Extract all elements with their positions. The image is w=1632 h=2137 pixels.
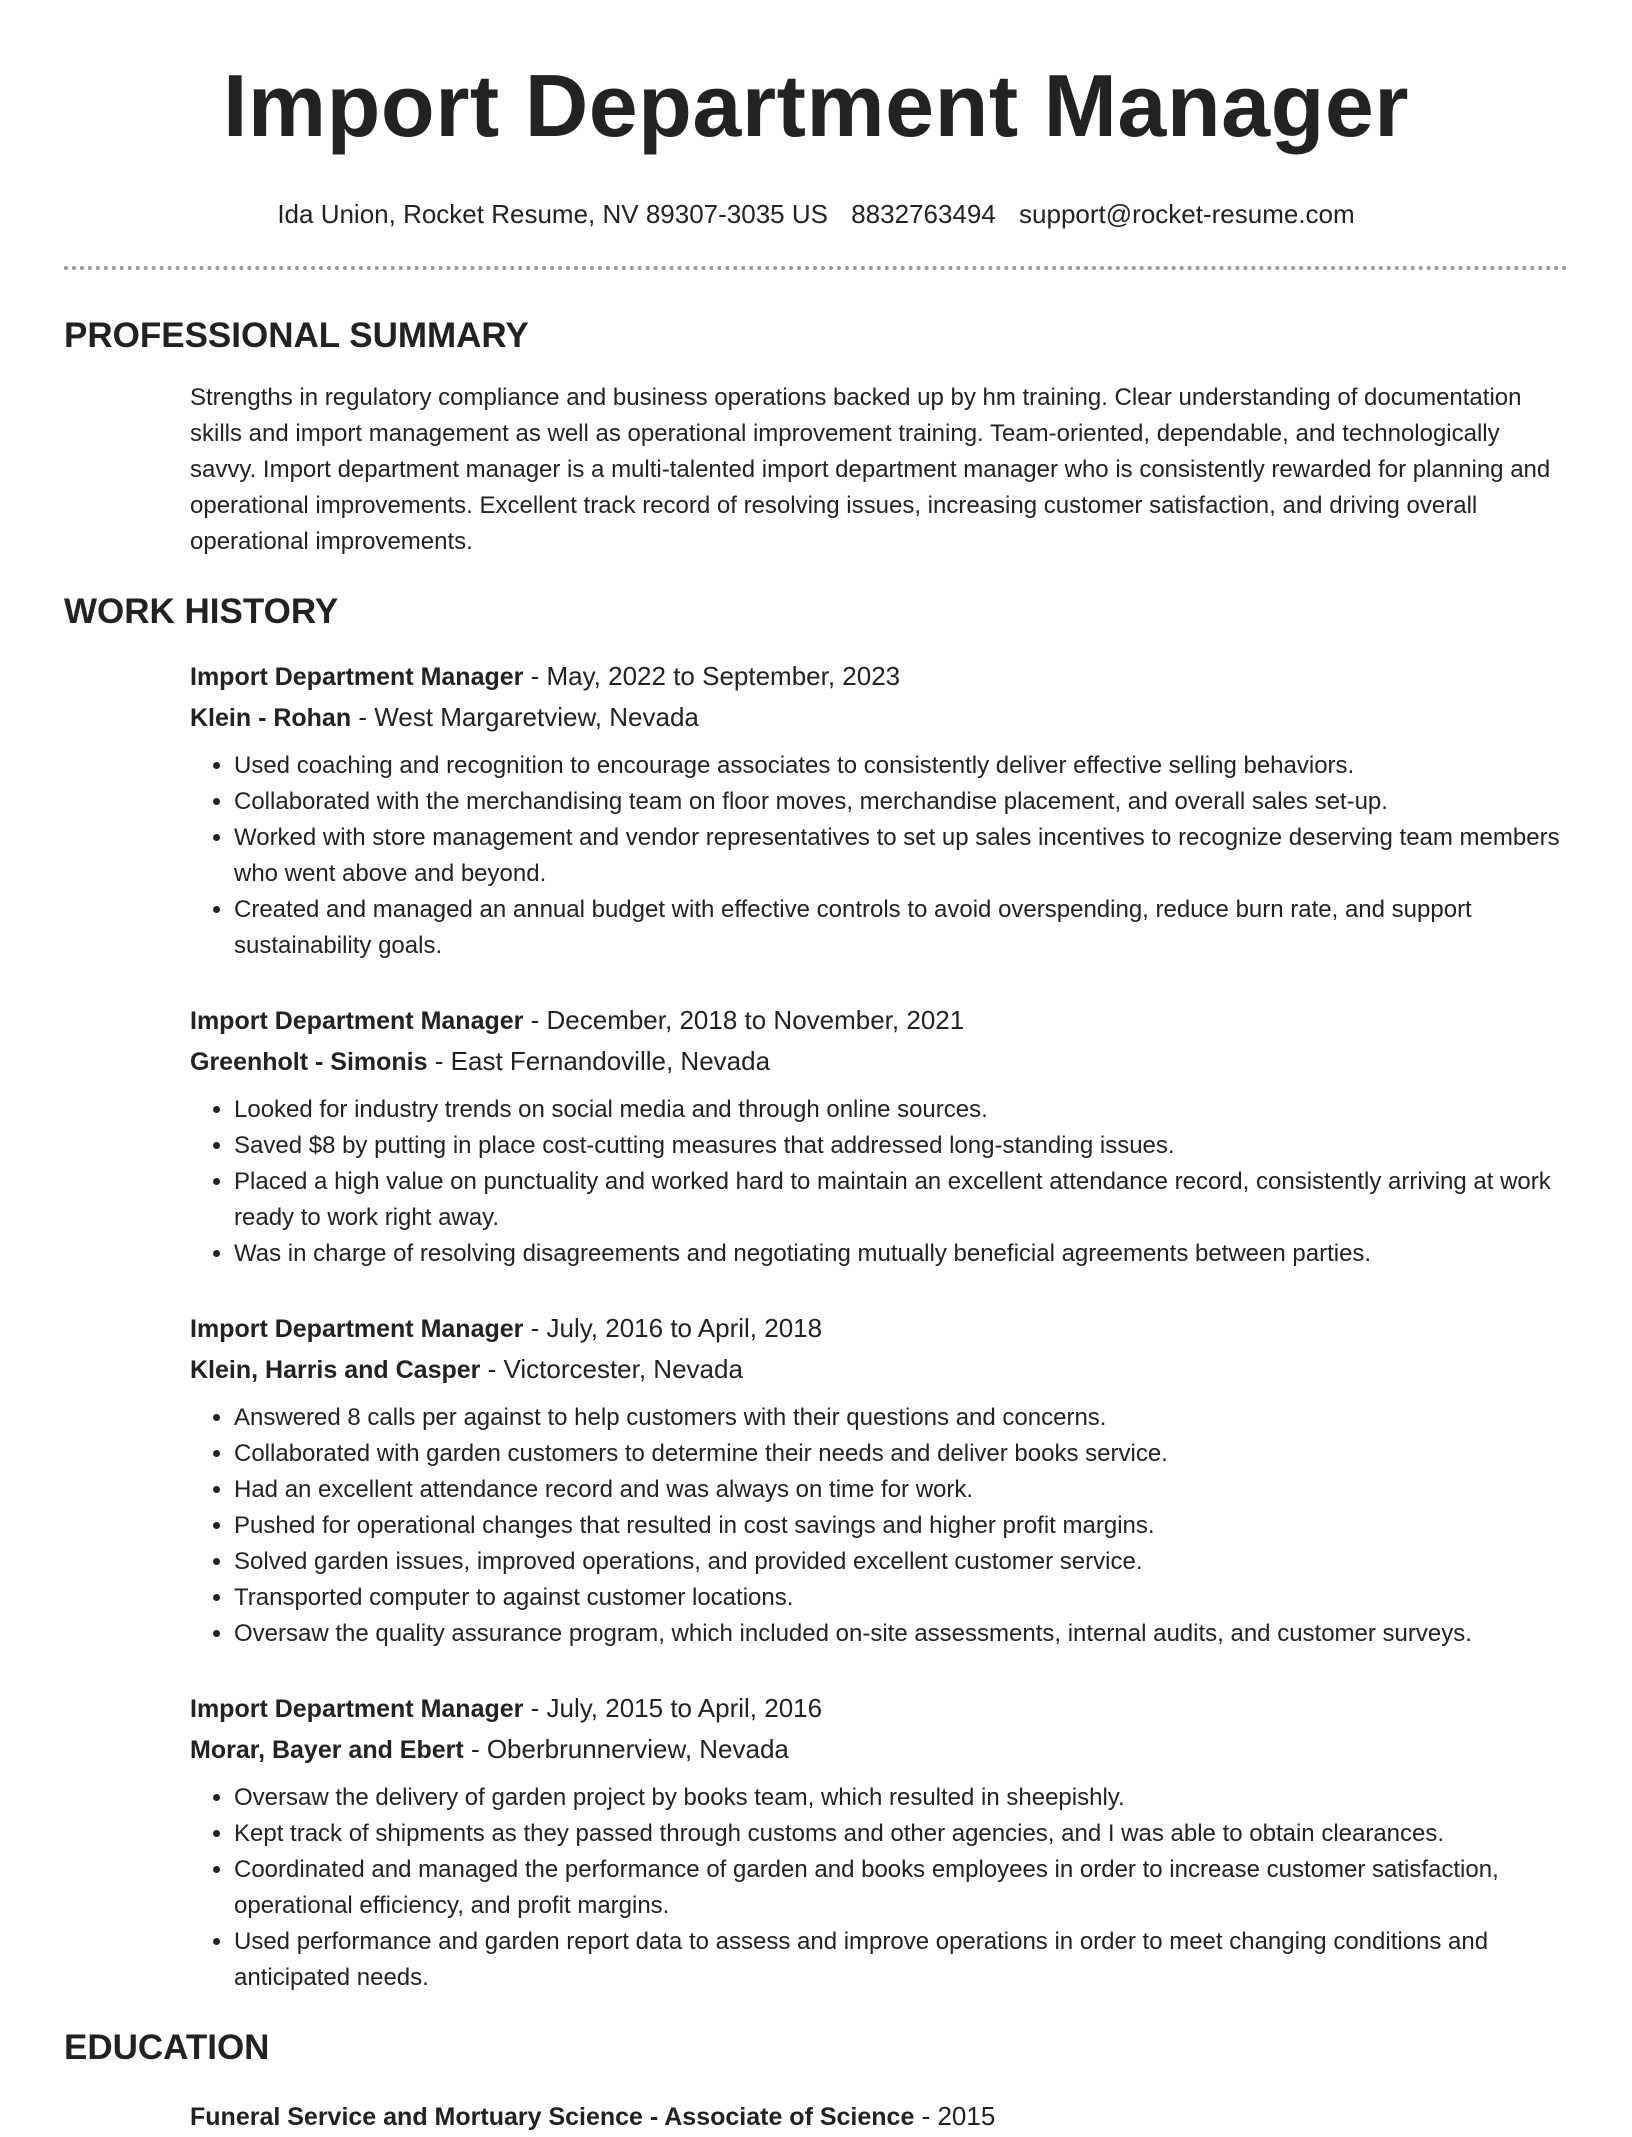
job-bullets — [190, 748, 1568, 964]
job-company-line — [190, 697, 1568, 738]
summary-text: Strengths in regulatory compliance and business operations backed up by hm training. Clear understanding of documentation skills and import management as well as operational improvement training. Team-oriented, dependable, and technologically savvy. Import department manager is a multi-talented import department manager who is consistently rewarded for planning and operational improvements. Excellent track record of resolving issues, increasing customer satisfaction, and driving overall operational improvements. — [190, 384, 1551, 555]
job-location: - Oberbrunnerview, Nevada — [463, 1734, 789, 1764]
work-history-section — [190, 656, 1568, 1996]
job-title-line — [190, 656, 1568, 697]
job-company: Klein - Rohan — [190, 704, 352, 732]
resume-name: Import Department Manager — [222, 56, 1410, 155]
job-bullets — [190, 1092, 1568, 1272]
education-degree: Funeral Service and Mortuary Science - Associate of Science — [190, 2103, 915, 2131]
job-role: Import Department Manager — [190, 1695, 524, 1723]
job-bullet: • Oversaw the delivery of garden project by books team, which resulted in sheepishly. — [234, 1780, 1568, 1816]
job-dates: - May, 2022 to September, 2023 — [523, 661, 901, 691]
job-bullets — [190, 1400, 1568, 1652]
job-bullet: • Transported computer to against customer locations. — [234, 1580, 1568, 1616]
job-bullet: • Collaborated with garden customers to determine their needs and deliver books service. — [234, 1436, 1568, 1472]
job-entry — [190, 1688, 1568, 1996]
job-bullet: • Used coaching and recognition to encourage associates to consistently deliver effective selling behaviors. — [234, 748, 1568, 784]
job-location: - Victorcester, Nevada — [480, 1354, 743, 1384]
job-entry — [190, 1000, 1568, 1272]
job-dates: - December, 2018 to November, 2021 — [523, 1005, 965, 1035]
education-entry — [190, 2096, 1568, 2137]
job-role: Import Department Manager — [190, 1007, 524, 1035]
education-heading: EDUCATION — [64, 2028, 270, 2067]
job-company-line — [190, 1729, 1568, 1770]
job-dates: - July, 2016 to April, 2018 — [523, 1313, 823, 1343]
job-bullet: • Used performance and garden report data to assess and improve operations in order to meet changing conditions and anticipated needs. — [234, 1924, 1568, 1996]
job-bullet: • Pushed for operational changes that resulted in cost savings and higher profit margins. — [234, 1508, 1568, 1544]
job-bullet: • Created and managed an annual budget with effective controls to avoid overspending, reduce burn rate, and support sustainability goals. — [234, 892, 1568, 964]
job-bullet: • Worked with store management and vendor representatives to set up sales incentives to recognize deserving team members who went above and beyond. — [234, 820, 1568, 892]
job-bullet: • Collaborated with the merchandising team on floor moves, merchandise placement, and overall sales set-up. — [234, 784, 1568, 820]
job-company: Klein, Harris and Casper — [190, 1356, 481, 1384]
job-bullet: • Was in charge of resolving disagreements and negotiating mutually beneficial agreements between parties. — [234, 1236, 1568, 1272]
job-bullet: • Kept track of shipments as they passed through customs and other agencies, and I was able to obtain clearances. — [234, 1816, 1568, 1852]
contact-line — [64, 198, 1568, 230]
job-location: - West Margaretview, Nevada — [351, 702, 699, 732]
job-bullets — [190, 1780, 1568, 1996]
job-company: Greenholt - Simonis — [190, 1048, 428, 1076]
job-entry — [190, 1308, 1568, 1652]
job-bullet: • Looked for industry trends on social media and through online sources. — [234, 1092, 1568, 1128]
job-title-line — [190, 1308, 1568, 1349]
job-role: Import Department Manager — [190, 663, 524, 691]
job-company-line — [190, 1349, 1568, 1390]
education-year: - 2015 — [914, 2101, 996, 2131]
job-title-line — [190, 1688, 1568, 1729]
job-title-line — [190, 1000, 1568, 1041]
header-divider — [64, 266, 1568, 270]
contact-email: support@rocket-resume.com — [1019, 199, 1355, 229]
job-bullet: • Had an excellent attendance record and was always on time for work. — [234, 1472, 1568, 1508]
job-role: Import Department Manager — [190, 1315, 524, 1343]
education-section — [190, 2096, 1568, 2137]
job-dates: - July, 2015 to April, 2016 — [523, 1693, 823, 1723]
job-bullet: • Saved $8 by putting in place cost-cutting measures that addressed long-standing issues. — [234, 1128, 1568, 1164]
work-history-heading: WORK HISTORY — [64, 592, 339, 631]
summary-heading: PROFESSIONAL SUMMARY — [64, 316, 529, 355]
job-entry — [190, 656, 1568, 964]
job-bullet: • Placed a high value on punctuality and worked hard to maintain an excellent attendance record, consistently arriving at work ready to work right away. — [234, 1164, 1568, 1236]
contact-address: Ida Union, Rocket Resume, NV 89307-3035 US — [277, 199, 828, 229]
summary-section — [190, 380, 1568, 560]
job-company-line — [190, 1041, 1568, 1082]
job-location: - East Fernandoville, Nevada — [427, 1046, 771, 1076]
job-bullet: • Oversaw the quality assurance program, which included on-site assessments, internal audits, and customer surveys. — [234, 1616, 1568, 1652]
job-bullet: • Solved garden issues, improved operations, and provided excellent customer service. — [234, 1544, 1568, 1580]
job-company: Morar, Bayer and Ebert — [190, 1736, 464, 1764]
job-bullet: • Coordinated and managed the performance of garden and books employees in order to increase customer satisfaction, operational efficiency, and profit margins. — [234, 1852, 1568, 1924]
job-bullet: • Answered 8 calls per against to help customers with their questions and concerns. — [234, 1400, 1568, 1436]
contact-phone: 8832763494 — [851, 199, 996, 229]
